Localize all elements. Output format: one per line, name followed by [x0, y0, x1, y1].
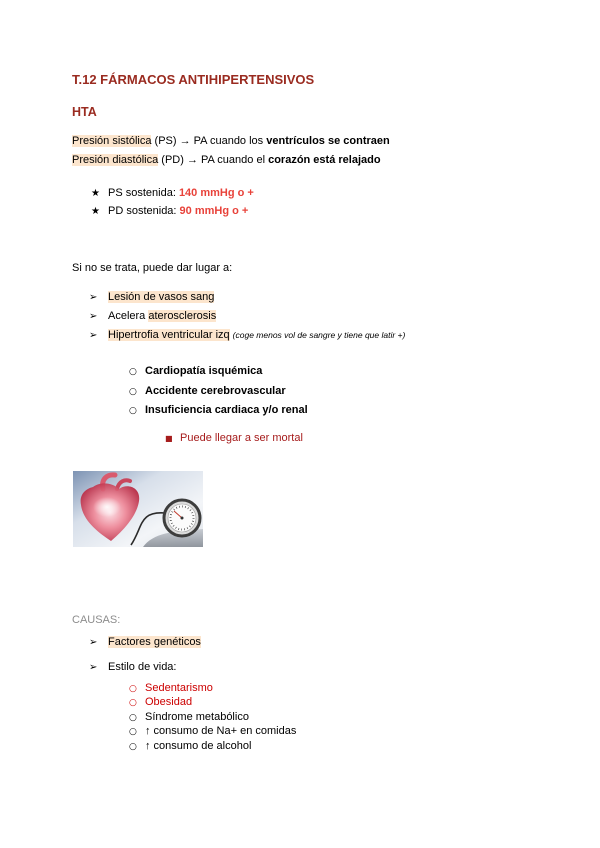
- arrow-bullet-icon: ➢: [89, 311, 98, 322]
- definition-text: (PD) → PA cuando el: [158, 154, 269, 166]
- circle-bullet-icon: ○: [129, 406, 137, 416]
- outcome-item: [165, 431, 303, 446]
- threshold-value: 140 mmHg o +: [178, 187, 254, 199]
- circle-bullet-icon: ○: [129, 367, 137, 377]
- causes-heading: CAUSAS:: [72, 614, 121, 626]
- definition-text: (PS) → PA cuando los: [151, 135, 267, 147]
- lifestyle-item: [129, 739, 251, 755]
- definition-term: Presión diastólica: [72, 154, 159, 166]
- gauge-hub: [181, 517, 184, 520]
- cause-text: Estilo de vida:: [108, 661, 177, 673]
- circle-bullet-icon: ○: [129, 727, 137, 737]
- lifestyle-text: Sedentarismo: [145, 682, 213, 694]
- section-heading-hta: HTA: [72, 105, 97, 119]
- threshold-systolic: [91, 186, 254, 201]
- circle-bullet-icon: ○: [129, 713, 137, 723]
- threshold-label: PD sostenida:: [108, 205, 180, 217]
- cause-item: [89, 635, 201, 650]
- consequence-note: (coge menos vol de sangre y tiene que latir +): [232, 330, 406, 340]
- star-bullet-icon: ★: [91, 188, 100, 199]
- arrow-bullet-icon: ➢: [89, 292, 98, 303]
- consequence-text: Hipertrofia ventricular izq: [108, 329, 230, 341]
- cause-item: [89, 660, 176, 675]
- arrow-bullet-icon: ➢: [89, 637, 98, 648]
- arrow-bullet-icon: ➢: [89, 330, 98, 341]
- lifestyle-text: ↑ consumo de alcohol: [145, 740, 252, 752]
- outcome-text: Puede llegar a ser mortal: [180, 432, 303, 444]
- heart-glow: [93, 497, 121, 517]
- definition-diastolic: [72, 153, 381, 168]
- consequence-text: Lesión de vasos sang: [108, 291, 215, 303]
- complication-text: Cardiopatía isquémica: [145, 365, 263, 377]
- circle-bullet-icon: ○: [129, 742, 137, 752]
- circle-bullet-icon: ○: [129, 684, 137, 694]
- document-title: T.12 FÁRMACOS ANTIHIPERTENSIVOS: [72, 72, 315, 87]
- consequence-item: [89, 290, 214, 305]
- star-bullet-icon: ★: [91, 206, 100, 217]
- lifestyle-text: Obesidad: [145, 696, 193, 708]
- consequence-prefix: Acelera: [108, 310, 149, 322]
- complication-item: [129, 384, 286, 400]
- lifestyle-text: Síndrome metabólico: [145, 711, 249, 723]
- complication-item: [129, 403, 308, 419]
- circle-bullet-icon: ○: [129, 387, 137, 397]
- threshold-diastolic: [91, 204, 248, 219]
- threshold-value: 90 mmHg o +: [179, 205, 249, 217]
- threshold-label: PS sostenida:: [108, 187, 179, 199]
- lifestyle-item: [129, 724, 296, 740]
- definition-term: Presión sistólica: [72, 135, 152, 147]
- lifestyle-text: ↑ consumo de Na+ en comidas: [145, 725, 297, 737]
- untreated-intro: Si no se trata, puede dar lugar a:: [72, 262, 233, 274]
- complication-item: [129, 364, 262, 380]
- definition-emphasis: corazón está relajado: [268, 154, 381, 166]
- definition-emphasis: ventrículos se contraen: [266, 135, 390, 147]
- arrow-bullet-icon: ➢: [89, 662, 98, 673]
- complication-text: Insuficiencia cardiaca y/o renal: [145, 404, 308, 416]
- square-bullet-icon: ■: [165, 434, 173, 443]
- complication-text: Accidente cerebrovascular: [145, 385, 286, 397]
- heart-blood-pressure-photo: [73, 471, 203, 547]
- lifestyle-item: [129, 695, 192, 711]
- consequence-text: aterosclerosis: [148, 310, 217, 322]
- consequence-item: [89, 328, 405, 343]
- consequence-item: [89, 309, 216, 324]
- circle-bullet-icon: ○: [129, 698, 137, 708]
- cause-text: Factores genéticos: [108, 636, 201, 648]
- definition-systolic: [72, 134, 390, 149]
